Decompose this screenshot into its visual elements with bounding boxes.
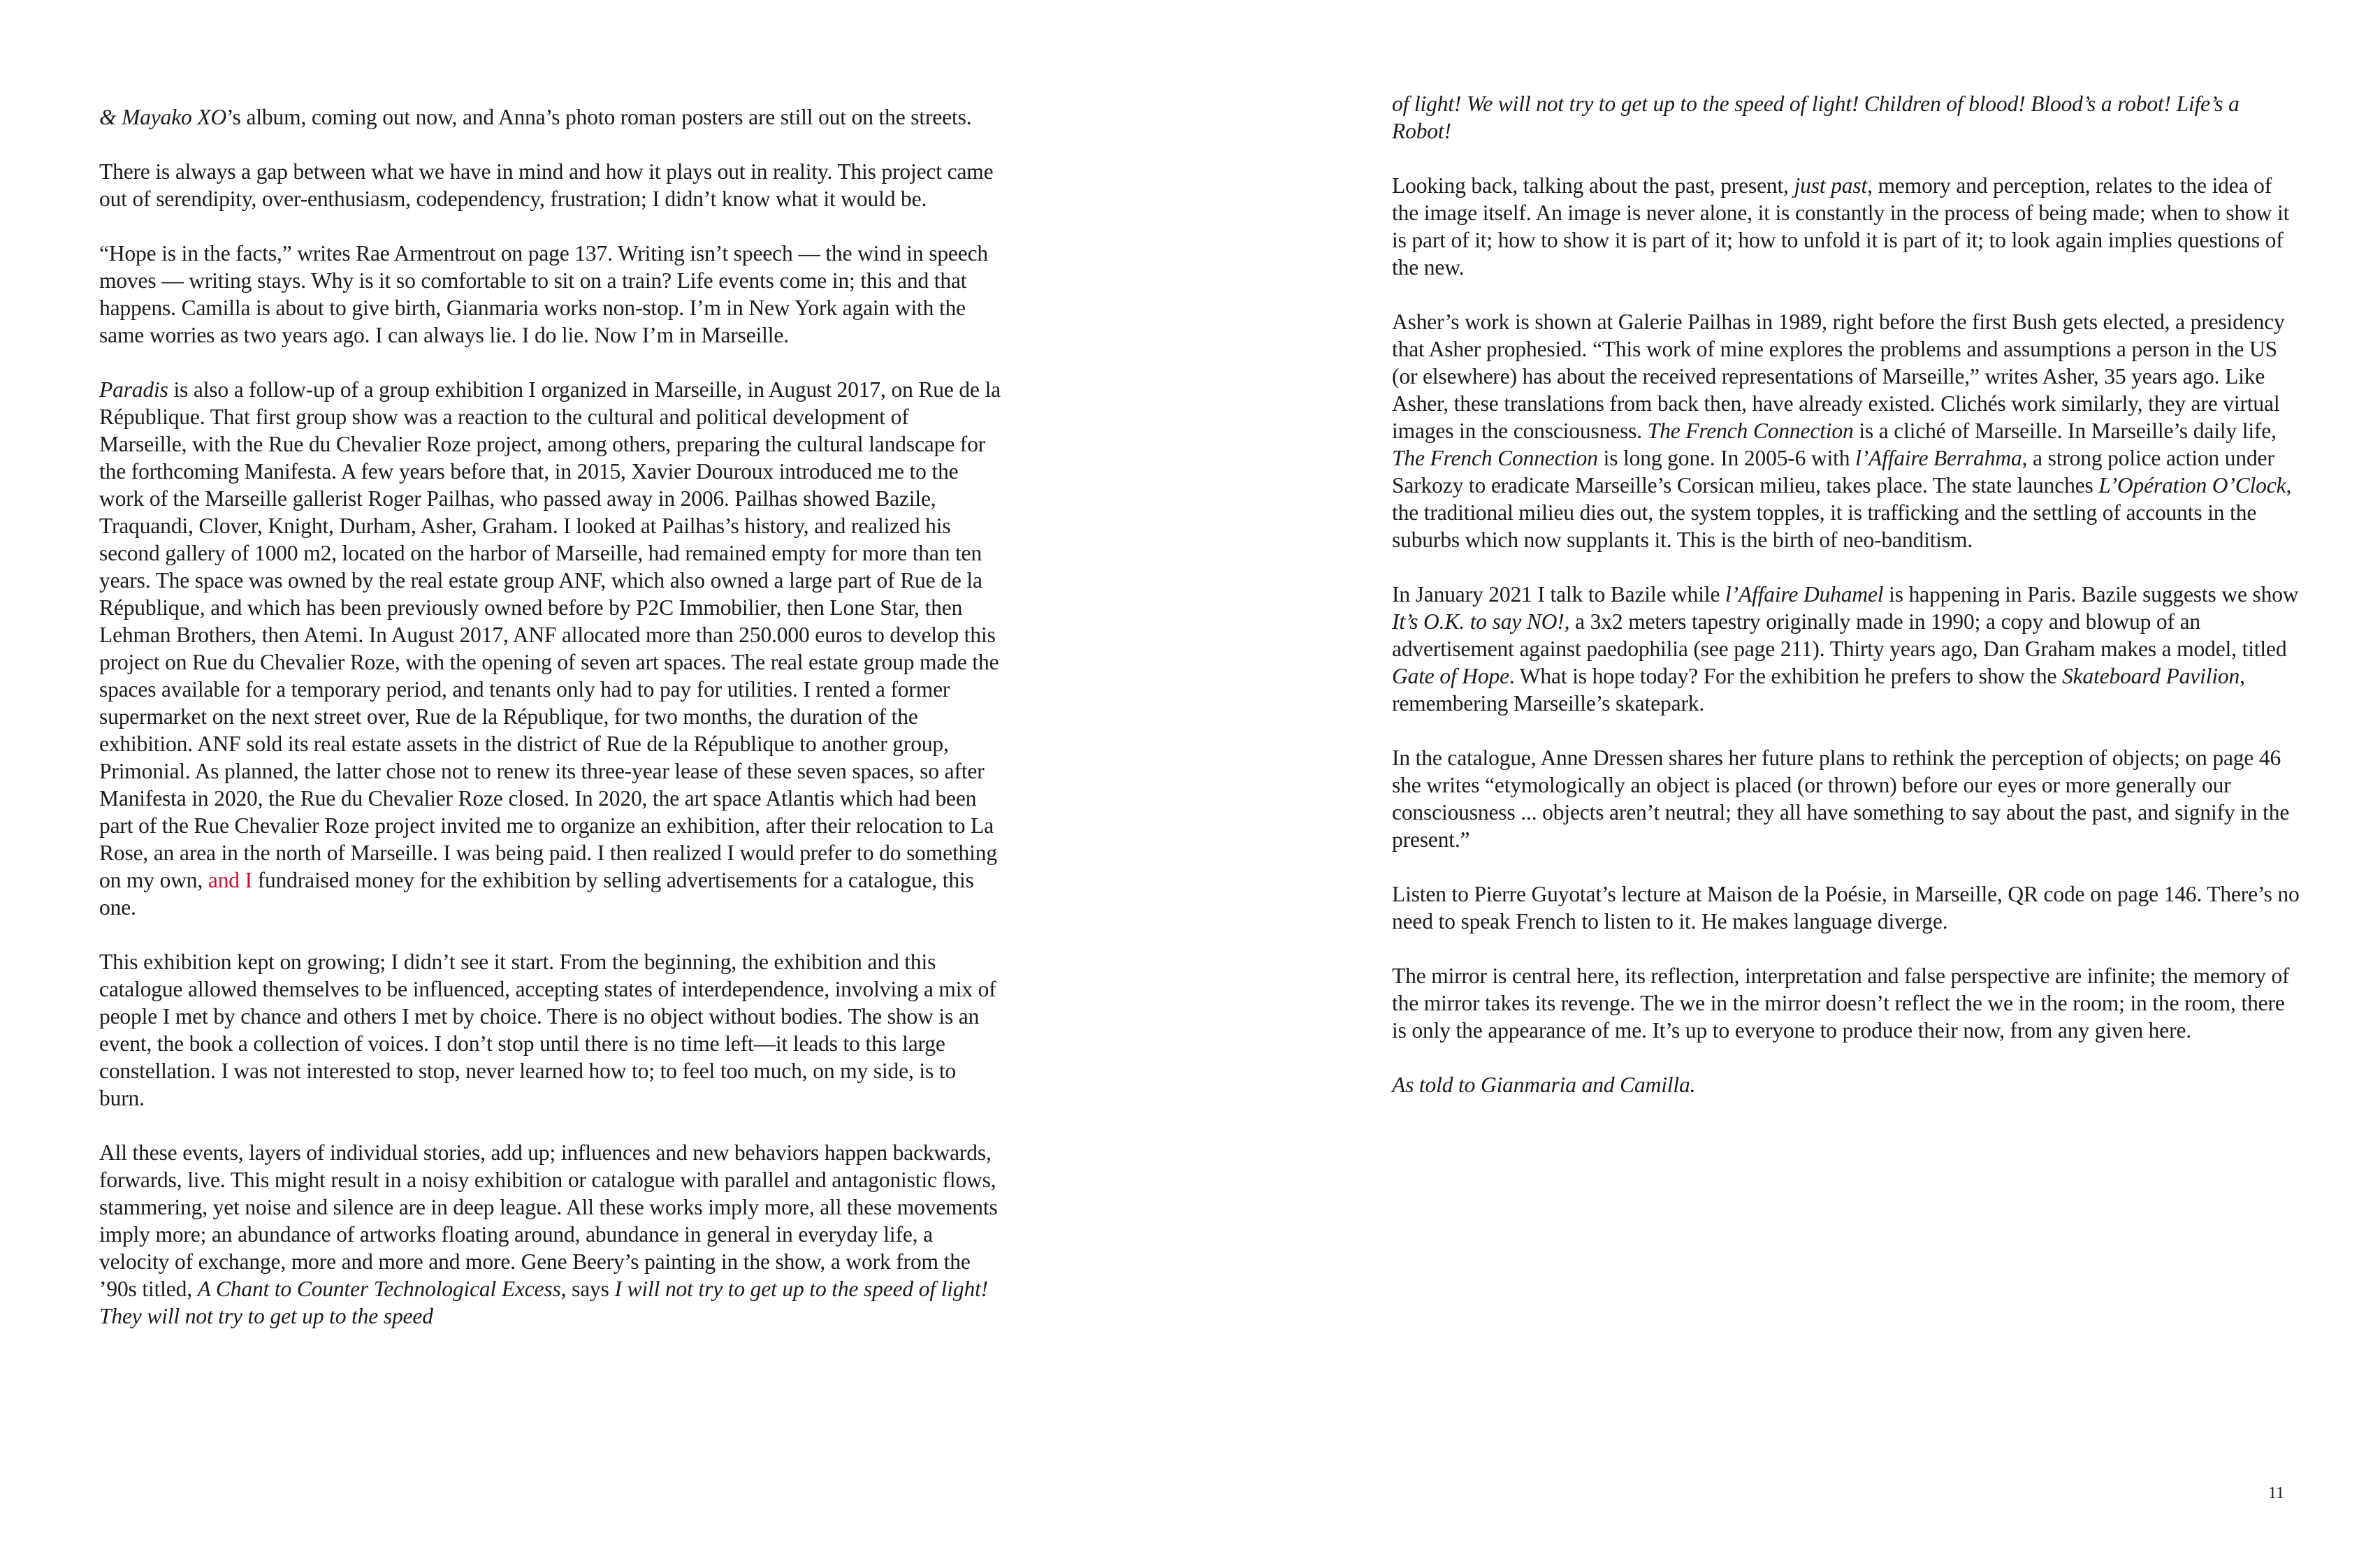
text-run: Looking back, talking about the past, present, <box>1392 173 1794 198</box>
text-run: “Hope is in the facts,” writes Rae Armentrout on page 137. Writing isn’t speech — the wind in speech moves — writing stays. Why is it so comfortable to sit on a train? Life events come in; this and that happens. Camilla is about to give birth, Gianmaria works non-stop. I’m in New York again with the same worries as two years ago. I can always lie. I do lie. Now I’m in Marseille. <box>99 241 989 347</box>
italic-text: l’Affaire Duhamel <box>1725 582 1884 607</box>
text-run: All these events, layers of individual stories, add up; influences and new behaviors happen backwards, forwards, live. This might result in a noisy exhibition or catalogue with parallel and antagonistic flows, stammering, yet noise and silence are in deep league. All these works imply more, all these movements imply more; an abundance of artworks floating around, abundance in general in everyday life, a velocity of exchange, more and more and more. Gene Beery’s painting in the show, a work from the ’90s titled, <box>99 1140 998 1301</box>
italic-text: of light! We will not try to get up to the speed of light! Children of blood! Blood’s a robot! Life’s a Robot! <box>1392 92 2240 143</box>
paragraph <box>99 376 1001 921</box>
paragraph <box>99 158 1001 212</box>
italic-text: I will not try to get up to the speed of light! They will not try to get up to the speed <box>99 1277 989 1328</box>
paragraph <box>1392 962 2300 1044</box>
text-run: fundraised money for the exhibition by selling advertisements for a catalogue, this one. <box>99 868 974 920</box>
highlighted-text: and I <box>208 868 252 892</box>
page-number: 11 <box>2268 1484 2285 1502</box>
italic-text: l’Affaire Berrahma <box>1855 446 2022 470</box>
italic-text: Skateboard Pavilion <box>2062 664 2240 688</box>
paragraph <box>1392 880 2300 935</box>
paragraph <box>99 103 1001 131</box>
text-run: In January 2021 I talk to Bazile while <box>1392 582 1726 607</box>
paragraph <box>1392 581 2300 717</box>
text-run: In the catalogue, Anne Dressen shares her future plans to rethink the perception of objects; on page 46 she writes “etymologically an object is placed (or thrown) before our eyes or more generally our consciousness ... objects aren’t neutral; they all have something to say about the past, and signify in the present.” <box>1392 746 2290 852</box>
text-run: a 3x2 meters tapestry originally made in 1990; a copy and blowup of an advertisement against paedophilia (see page 211). Thirty years ago, Dan Graham makes a model, titled <box>1392 609 2287 661</box>
text-run: , memory and perception, relates to the idea of the image itself. An image is never alone, it is constantly in the process of being made; when to show it is part of it; how to show it is part of it; how to unfold it is part of it; to look again implies questions of the new. <box>1392 173 2290 280</box>
text-run: There is always a gap between what we have in mind and how it plays out in reality. This project came out of serendipity, over-enthusiasm, codependency, frustration; I didn’t know what it would be. <box>99 159 994 211</box>
paragraph <box>99 1139 1001 1330</box>
italic-text: Gate of Hope <box>1392 664 1509 688</box>
text-run: is a cliché of Marseille. In Marseille’s daily life, <box>1853 419 2277 443</box>
signoff <box>1392 1071 2300 1098</box>
paragraph <box>1392 744 2300 853</box>
left-column <box>99 0 1001 1330</box>
paragraph <box>99 240 1001 349</box>
text-run: , says <box>560 1277 615 1301</box>
paragraph <box>1392 308 2300 553</box>
italic-text: The French Connection <box>1647 419 1854 443</box>
paragraph <box>1392 90 2300 145</box>
italic-text: The French Connection <box>1392 446 1598 470</box>
text-run: . What is hope today? For the exhibition he prefers to show the <box>1509 664 2063 688</box>
italic-text: Paradis <box>99 377 168 402</box>
text-run: , a strong police action under Sarkozy to eradicate Marseille’s Corsican milieu, takes place. The state launches <box>1392 446 2274 498</box>
text-run: Listen to Pierre Guyotat’s lecture at Maison de la Poésie, in Marseille, QR code on page 146. There’s no need to speak French to listen to it. He makes language diverge. <box>1392 882 2300 934</box>
text-run: is long gone. In 2005-6 with <box>1597 446 1856 470</box>
text-run: is happening in Paris. Bazile suggests we show <box>1883 582 2299 607</box>
italic-text: & Mayako XO <box>99 105 227 129</box>
paragraph <box>1392 172 2300 281</box>
text-run: is also a follow-up of a group exhibition I organized in Marseille, in August 2017, on Rue de la République. That first group show was a reaction to the cultural and political development of Marseille, with the Rue du Chevalier Roze project, among others, preparing the cultural landscape for the forthcoming Manifesta. A few years before that, in 2015, Xavier Douroux introduced me to the work of the Marseille gallerist Roger Pailhas, who passed away in 2006. Pailhas showed Bazile, Traquandi, Clover, Knight, Durham, Asher, Graham. I looked at Pailhas’s history, and realized his second gallery of 1000 m2, located on the harbor of Marseille, had remained empty for more than ten years. The space was owned by the real estate group ANF, which also owned a large part of Rue de la République, and which has been previously owned before by P2C Immobilier, then Lone Star, then Lehman Brothers, then Atemi. In August 2017, ANF allocated more than 250.000 euros to develop this project on Rue du Chevalier Roze, with the opening of seven art spaces. The real estate group made the spaces available for a temporary period, and tenants only had to pay for utilities. I rented a former supermarket on the next street over, Rue de la République, for two months, the duration of the exhibition. ANF sold its real estate assets in the district of Rue de la République to another group, Primonial. As planned, the latter chose not to renew its three-year lease of these seven spaces, so after Manifesta in 2020, the Rue du Chevalier Roze closed. In 2020, the art space Atlantis which had been part of the Rue Chevalier Roze project invited me to organize an exhibition, after their relocation to La Rose, an area in the north of Marseille. I was being paid. I then realized I would prefer to do something on my own, <box>99 377 1001 892</box>
text-run: This exhibition kept on growing; I didn’t see it start. From the beginning, the exhibition and this catalogue allowed themselves to be influenced, accepting states of interdependence, involving a mix of people I met by chance and others I met by choice. There is no object without bodies. The show is an event, the book a collection of voices. I don’t stop until there is no time left—it leads to this large constellation. I was not interested to stop, never learned how to; to feel too much, on my side, is to burn. <box>99 950 996 1110</box>
italic-text: just past <box>1794 173 1868 198</box>
text-run: ’s album, coming out now, and Anna’s photo roman posters are still out on the streets. <box>226 105 972 129</box>
text-run: The mirror is central here, its reflection, interpretation and false perspective are infinite; the memory of the mirror takes its revenge. The we in the mirror doesn’t reflect the we in the room; in the room, there is only the appearance of me. It’s up to everyone to produce their now, from any given here. <box>1392 964 2290 1043</box>
text-run: Asher’s work is shown at Galerie Pailhas in 1989, right before the first Bush gets elected, a presidency that Asher prophesied. “This work of mine explores the problems and assumptions a person in the US (or elsewhere) has about the received representations of Marseille,” writes Asher, 35 years ago. Like Asher, these translations from back then, have already existed. Clichés work similarly, they are virtual images in the consciousness. <box>1392 310 2285 443</box>
text-run: , the traditional milieu dies out, the system topples, it is trafficking and the settling of accounts in the suburbs which now supplants it. This is the birth of neo-banditism. <box>1392 473 2292 552</box>
paragraph <box>99 948 1001 1112</box>
italic-text: A Chant to Counter Technological Excess <box>197 1277 561 1301</box>
italic-text: L’Opération O’Clock <box>2098 473 2286 498</box>
italic-text: It’s O.K. to say NO!, <box>1392 609 1570 634</box>
italic-text: As told to Gianmaria and Camilla. <box>1392 1073 1696 1097</box>
text-run: , remembering Marseille’s skatepark. <box>1392 664 2245 716</box>
right-column <box>1392 0 2300 1098</box>
